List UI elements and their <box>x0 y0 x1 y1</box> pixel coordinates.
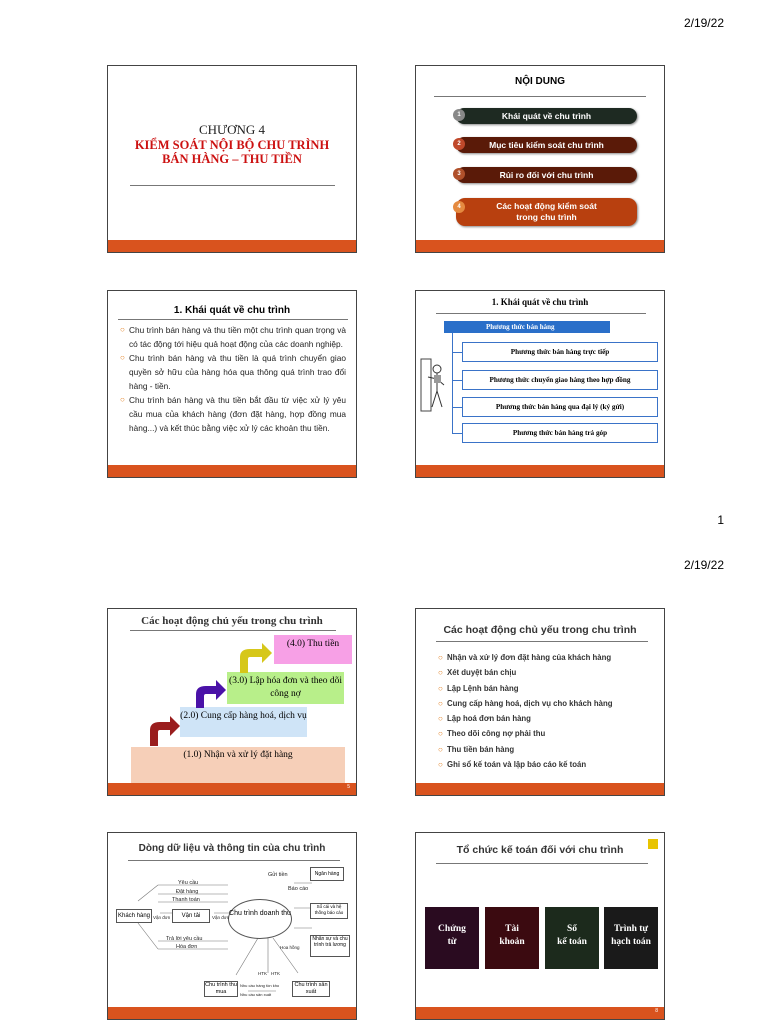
page-2-date: 2/19/22 <box>683 558 724 572</box>
agenda-label-3: Rủi ro đối với chu trình <box>499 170 594 180</box>
accounting-item-2-line-2: khoản <box>499 937 525 947</box>
bullet-icon: ○ <box>438 760 443 770</box>
bullet-icon: ○ <box>438 729 443 739</box>
slide-1-divider <box>130 185 335 186</box>
slide-8 <box>415 832 665 1020</box>
bullet-icon: ○ <box>438 668 443 678</box>
bullet-icon: ○ <box>438 714 443 724</box>
slide-4-title: 1. Khái quát về chu trình <box>491 297 589 307</box>
slide-6-bullet: ○ Thu tiền bán hàng <box>438 742 660 757</box>
flow-label: Nhu cầu sản xuất <box>240 992 272 997</box>
revenue-cycle-ellipse: Chu trình doanh thu <box>228 899 292 939</box>
accounting-item-2 <box>485 907 539 969</box>
sales-method-1: Phương thức bán hàng trực tiếp <box>462 342 658 362</box>
step-1: (1.0) Nhận và xử lý đặt hàng <box>131 747 345 783</box>
slide-6-divider <box>436 641 648 642</box>
slide-6-footer <box>416 783 664 795</box>
slide-4 <box>415 290 665 478</box>
slide-6-title: Các hoạt động chủ yếu trong chu trình <box>443 624 637 636</box>
flow-label: Báo cáo <box>288 886 309 892</box>
slide-6-bullet: ○ Theo dõi công nợ phải thu <box>438 726 660 741</box>
flow-label: Gửi tiền <box>268 872 288 878</box>
slide-4-divider <box>436 313 646 314</box>
slide-3-title: 1. Khái quát về chu trình <box>173 305 291 316</box>
purchase-box: Chu trình thu mua <box>205 982 237 995</box>
slide-2-title: NỘI DUNG <box>515 76 565 87</box>
page-1-date: 2/19/22 <box>683 16 724 30</box>
logo-icon <box>648 839 658 849</box>
accounting-item-1 <box>425 907 479 969</box>
bullet-icon: ○ <box>120 353 125 362</box>
flow-label: HTK <box>258 971 267 976</box>
agenda-item-4[interactable] <box>456 198 637 226</box>
arrow-up-right-icon <box>144 712 184 748</box>
accounting-item-3-line-1: Sổ <box>566 924 578 934</box>
step-3: (3.0) Lập hóa đơn và theo dõi công nợ <box>227 672 344 704</box>
flow-label: Thanh toán <box>172 897 200 903</box>
accounting-item-2-line-1: Tài <box>505 924 519 934</box>
bullet-icon: ○ <box>120 395 125 404</box>
arrow-up-right-icon <box>190 676 230 710</box>
slide-3-bullet-2: ○ Chu trình bán hàng và thu tiền là quá trình chuyển giao quyền sở hữu của hàng hóa qua thông quá trình trao đổi hàng - tiền. <box>120 353 346 391</box>
agenda-number-3: 3 <box>453 168 465 180</box>
bullet-icon: ○ <box>120 325 125 334</box>
arrow-up-right-icon <box>234 639 276 675</box>
accounting-item-3 <box>545 907 599 969</box>
bank-box: Ngân hàng <box>310 867 344 881</box>
flow-label: Hoa hồng <box>280 945 300 950</box>
slide-2-footer <box>416 240 664 252</box>
agenda-label-2: Mục tiêu kiểm soát chu trình <box>489 140 604 150</box>
customer-box: Khách hàng <box>116 909 152 923</box>
slide-5-title: Các hoạt động chủ yếu trong chu trình <box>141 615 323 627</box>
agenda-label-4: Các hoạt động kiểm soát trong chu trình <box>496 201 597 222</box>
slide-2-divider <box>434 96 646 97</box>
slide-6-bullet: ○ Lập hoá đơn bán hàng <box>438 711 660 726</box>
slide-5-footer <box>108 783 356 795</box>
agenda-number-1: 1 <box>453 109 465 121</box>
slide-7-footer <box>108 1007 356 1019</box>
slide-8-divider <box>436 863 648 864</box>
slide-6 <box>415 608 665 796</box>
sales-method-4: Phương thức bán hàng trả góp <box>462 423 658 443</box>
slide-3-divider <box>118 319 348 320</box>
payroll-box: Nhân sự và chu trình trả lương <box>310 935 350 957</box>
slide-1 <box>107 65 357 253</box>
slide-6-bullet: ○ Lập Lệnh bán hàng <box>438 681 660 696</box>
bullet-icon: ○ <box>438 698 443 708</box>
slide-8-footer <box>416 1007 664 1019</box>
step-4: (4.0) Thu tiền <box>274 635 352 664</box>
slide-1-title-line-1: KIỂM SOÁT NỘI BỘ CHU TRÌNH <box>134 138 330 152</box>
sales-method-3: Phương thức bán hàng qua đại lý (ký gửi) <box>462 397 658 417</box>
slide-4-footer <box>416 465 664 477</box>
slide-3-footer <box>108 465 356 477</box>
sales-method-header: Phương thức bán hàng <box>444 321 610 333</box>
accounting-item-4 <box>604 907 658 969</box>
flow-label: Vận đơn <box>212 915 230 920</box>
connector-tick <box>452 380 462 381</box>
transport-box: Vận tải <box>172 909 210 923</box>
agenda-number-2: 2 <box>453 138 465 150</box>
slide-2 <box>415 65 665 253</box>
flow-label: HTK <box>271 971 280 976</box>
accounting-item-4-line-1: Trình tự <box>613 924 649 934</box>
slide-3-bullets <box>120 323 346 435</box>
bullet-icon: ○ <box>438 744 443 754</box>
agenda-label-1: Khái quát về chu trình <box>501 111 592 121</box>
slide-6-bullet: ○ Nhận và xử lý đơn đặt hàng của khách hàng <box>438 650 660 665</box>
accounting-item-1-line-2: từ <box>447 937 457 947</box>
slide-1-chapter: CHƯƠNG 4 <box>198 122 266 137</box>
production-box: Chu trình sản xuất <box>292 981 330 997</box>
agenda-item-2[interactable] <box>456 137 637 153</box>
flow-label: Hóa đơn <box>176 944 198 950</box>
connector-line <box>452 333 453 433</box>
slide-3-bullet-1: ○ Chu trình bán hàng và thu tiền một chu trình quan trọng và có tác động tới hiệu quả hoạt động của các doanh nghiệp. <box>120 325 346 349</box>
bullet-icon: ○ <box>438 653 443 662</box>
slide-8-number: 8 <box>655 1008 658 1014</box>
slide-8-title: Tổ chức kế toán đối với chu trình <box>456 844 624 856</box>
slide-7 <box>107 832 357 1020</box>
flow-label: Yêu cầu <box>178 880 199 886</box>
flow-label: Vận đơn <box>153 915 171 920</box>
slide-6-bullet: ○ Ghi sổ kế toán và lập báo cáo kế toán <box>438 757 660 772</box>
slide-1-title-line-2: BÁN HÀNG – THU TIỀN <box>162 152 302 166</box>
sales-method-2: Phương thức chuyển giao hàng theo hợp đồng <box>462 370 658 390</box>
slide-1-title <box>108 138 356 166</box>
slide-6-bullets <box>438 650 660 772</box>
accounting-item-3-line-2: kế toán <box>557 937 587 947</box>
slide-5 <box>107 608 357 796</box>
connector-tick <box>452 407 462 408</box>
page-1-number: 1 <box>717 513 724 527</box>
slide-5-number: 5 <box>347 784 350 790</box>
flow-label: Đặt hàng <box>176 889 199 895</box>
slide-3-bullet-3: ○ Chu trình bán hàng và thu tiền bắt đầu từ việc xử lý yêu cầu mua của khách hàng (đơn đặt hàng, hợp đồng mua hàng...) và kết thúc bằng việc xử lý các khoản thu tiền. <box>120 395 346 433</box>
agenda-item-1[interactable] <box>456 108 637 124</box>
bullet-icon: ○ <box>438 683 443 693</box>
step-2: (2.0) Cung cấp hàng hoá, dịch vụ <box>180 707 307 737</box>
slide-7-title: Dòng dữ liệu và thông tin của chu trình <box>138 843 326 854</box>
ledger-box: Sổ cái và hệ thống báo cáo <box>310 903 348 919</box>
slide-6-bullet: ○ Cung cấp hàng hoá, dịch vụ cho khách hàng <box>438 696 660 711</box>
slide-1-footer <box>108 240 356 252</box>
agenda-item-3[interactable] <box>456 167 637 183</box>
slide-6-bullet: ○ Xét duyệt bán chịu <box>438 665 660 680</box>
person-at-door-icon <box>420 357 446 413</box>
accounting-item-1-line-1: Chứng <box>438 924 466 934</box>
flow-label: Nhu cầu hàng tồn kho <box>240 983 280 988</box>
slide-5-divider <box>130 630 336 631</box>
agenda-number-4: 4 <box>453 201 465 213</box>
slide-3 <box>107 290 357 478</box>
accounting-item-4-line-2: hạch toán <box>611 937 651 947</box>
connector-tick <box>452 433 462 434</box>
connector-tick <box>452 352 462 353</box>
flow-label: Trả lời yêu cầu <box>166 936 203 942</box>
